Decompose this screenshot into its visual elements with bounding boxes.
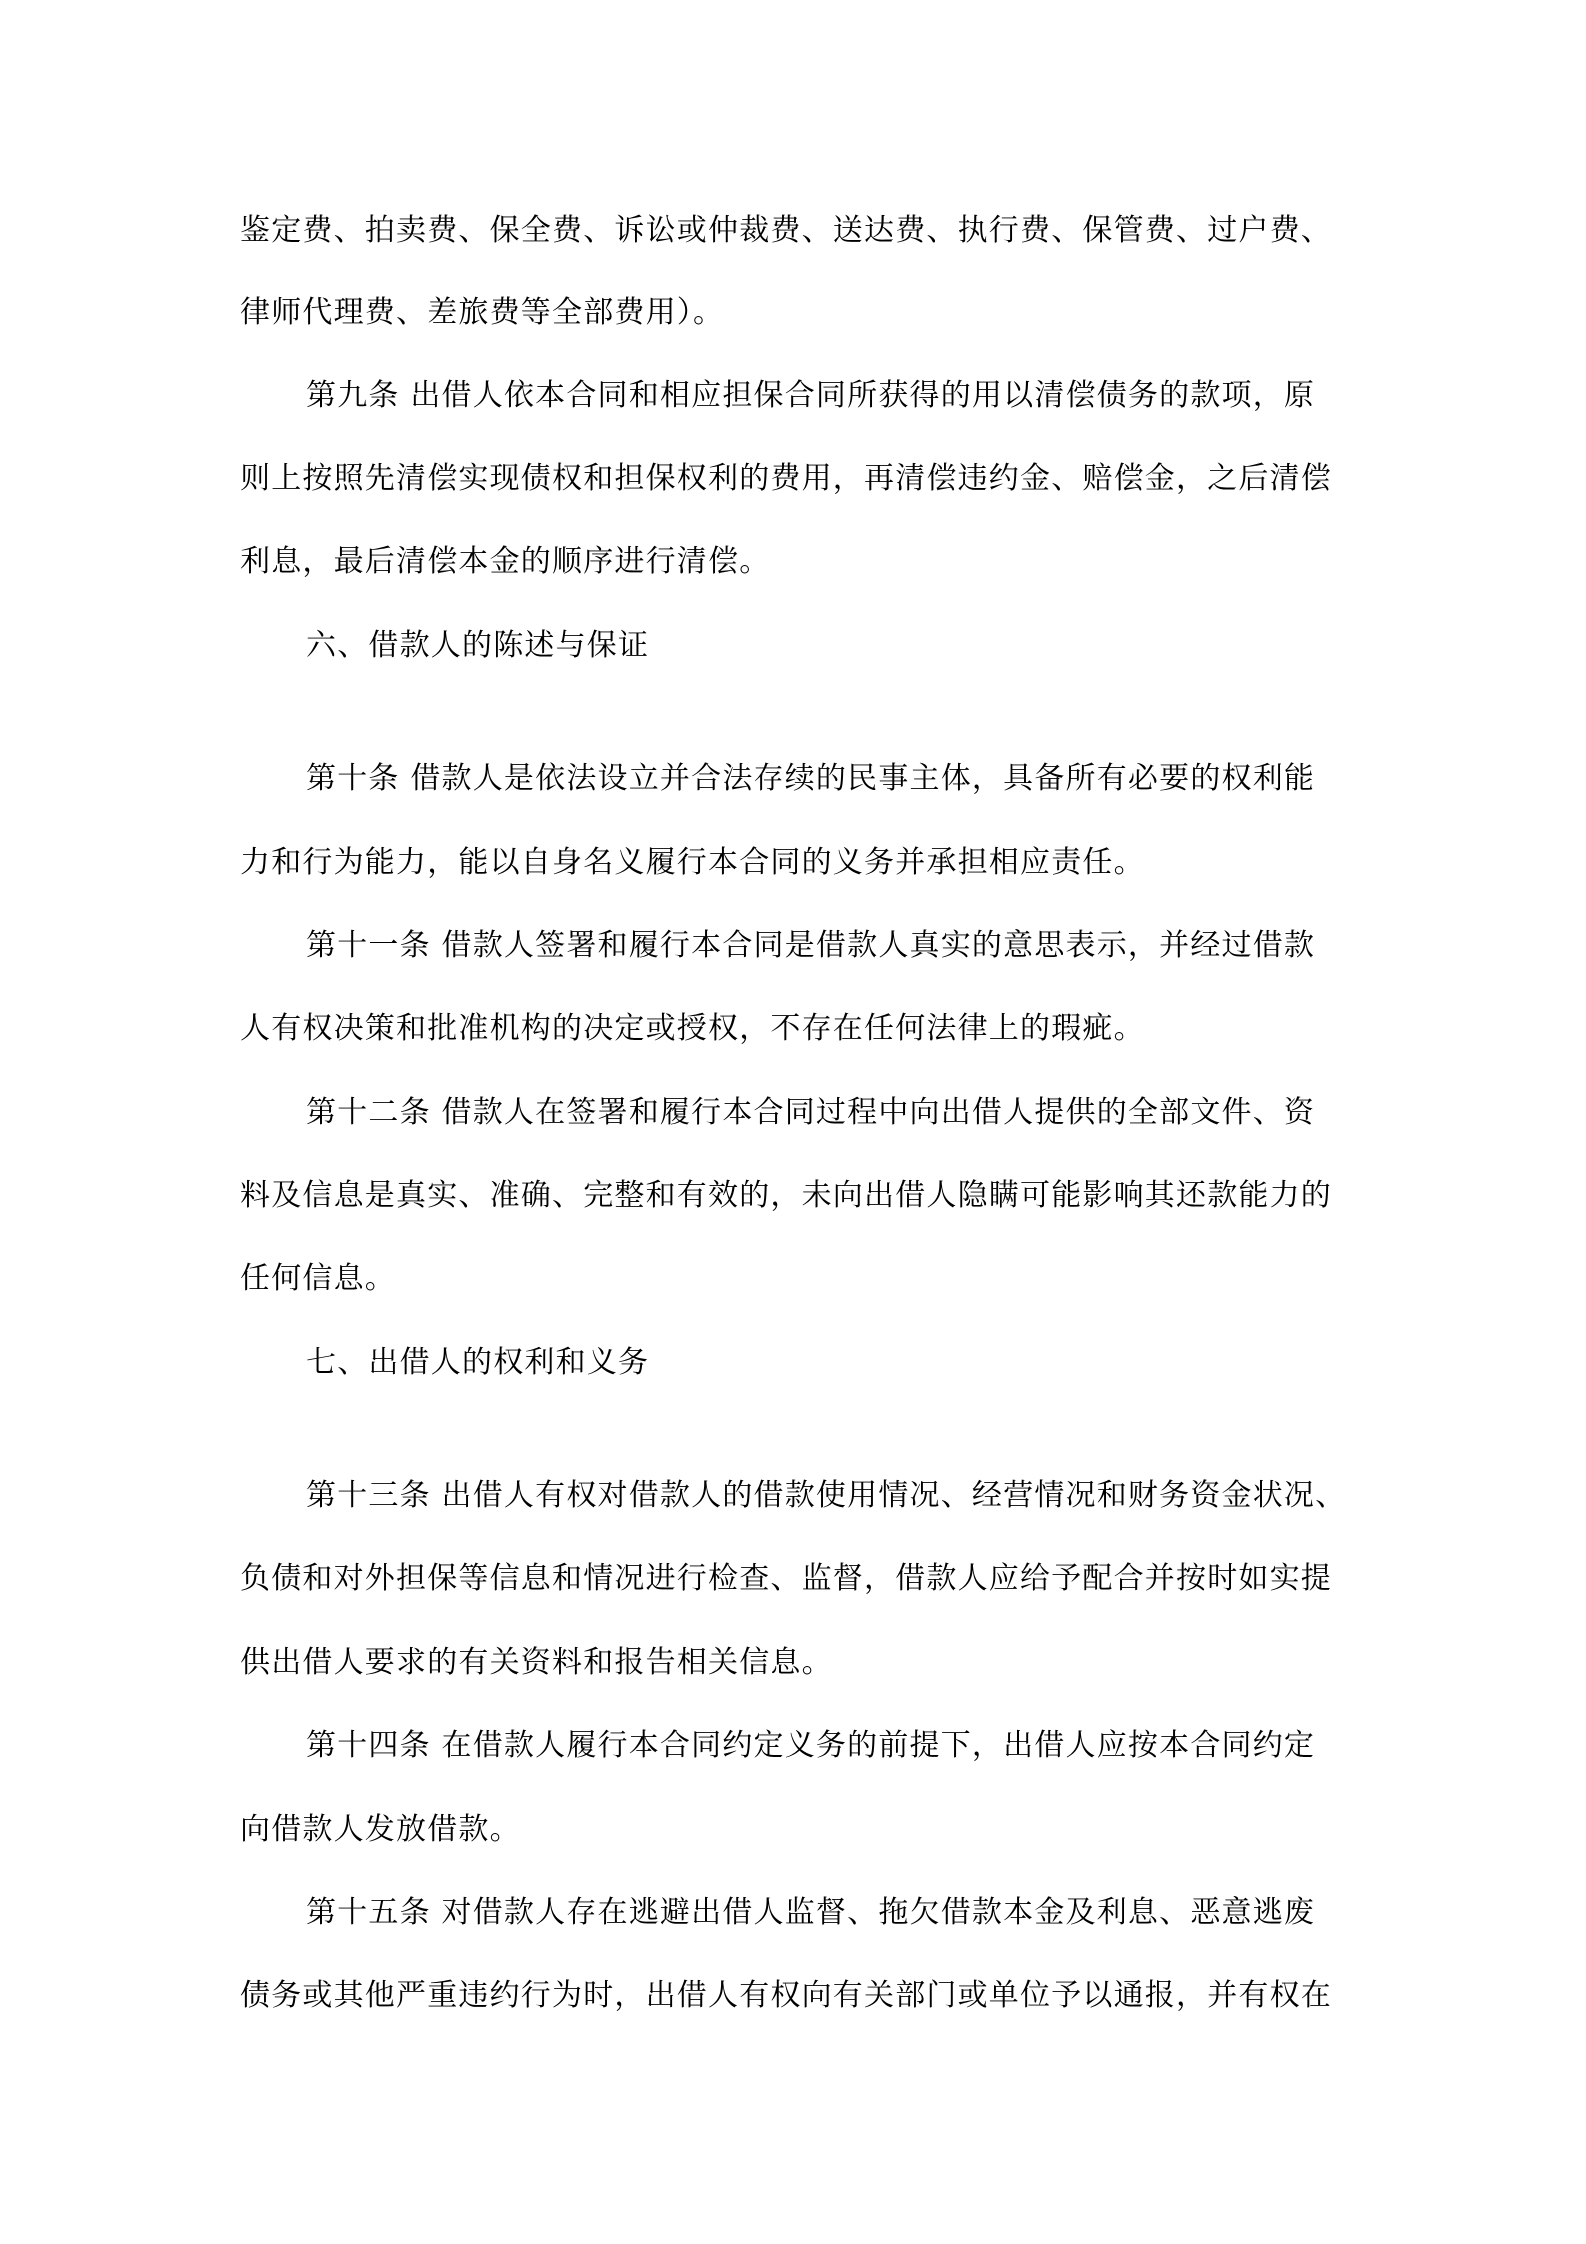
text-line: 人有权决策和批准机构的决定或授权，不存在任何法律上的瑕疵。 — [240, 1011, 1145, 1046]
text-line: 负债和对外担保等信息和情况进行检查、监督，借款人应给予配合并按时如实提 — [240, 1561, 1332, 1596]
text-line: 供出借人要求的有关资料和报告相关信息。 — [240, 1645, 833, 1680]
paragraph-article-15: 第十五条 对借款人存在逃避出借人监督、拖欠借款本金及利息、恶意逃废 — [306, 1895, 1316, 1930]
paragraph-article-11: 第十一条 借款人签署和履行本合同是借款人真实的意思表示，并经过借款 — [306, 928, 1316, 963]
text-line: 鉴定费、拍卖费、保全费、诉讼或仲裁费、送达费、执行费、保管费、过户费、 — [240, 213, 1332, 248]
text-line: 力和行为能力，能以自身名义履行本合同的义务并承担相应责任。 — [240, 845, 1145, 880]
section-heading-6: 六、借款人的陈述与保证 — [306, 628, 650, 663]
text-line: 利息，最后清偿本金的顺序进行清偿。 — [240, 544, 771, 579]
paragraph-article-10: 第十条 借款人是依法设立并合法存续的民事主体，具备所有必要的权利能 — [306, 761, 1316, 796]
section-heading-7: 七、出借人的权利和义务 — [306, 1345, 650, 1380]
text-line: 向借款人发放借款。 — [240, 1812, 521, 1847]
text-line: 则上按照先清偿实现债权和担保权利的费用，再清偿违约金、赔偿金，之后清偿 — [240, 461, 1332, 496]
text-line: 债务或其他严重违约行为时，出借人有权向有关部门或单位予以通报，并有权在 — [240, 1978, 1332, 2013]
paragraph-article-12: 第十二条 借款人在签署和履行本合同过程中向出借人提供的全部文件、资 — [306, 1095, 1316, 1130]
paragraph-article-9: 第九条 出借人依本合同和相应担保合同所获得的用以清偿债务的款项，原 — [306, 378, 1316, 413]
text-line: 律师代理费、差旅费等全部费用）。 — [240, 295, 725, 330]
paragraph-article-13: 第十三条 出借人有权对借款人的借款使用情况、经营情况和财务资金状况、 — [306, 1478, 1347, 1513]
text-line: 料及信息是真实、准确、完整和有效的，未向出借人隐瞒可能影响其还款能力的 — [240, 1178, 1332, 1213]
text-line: 任何信息。 — [240, 1261, 396, 1296]
paragraph-article-14: 第十四条 在借款人履行本合同约定义务的前提下，出借人应按本合同约定 — [306, 1728, 1316, 1763]
